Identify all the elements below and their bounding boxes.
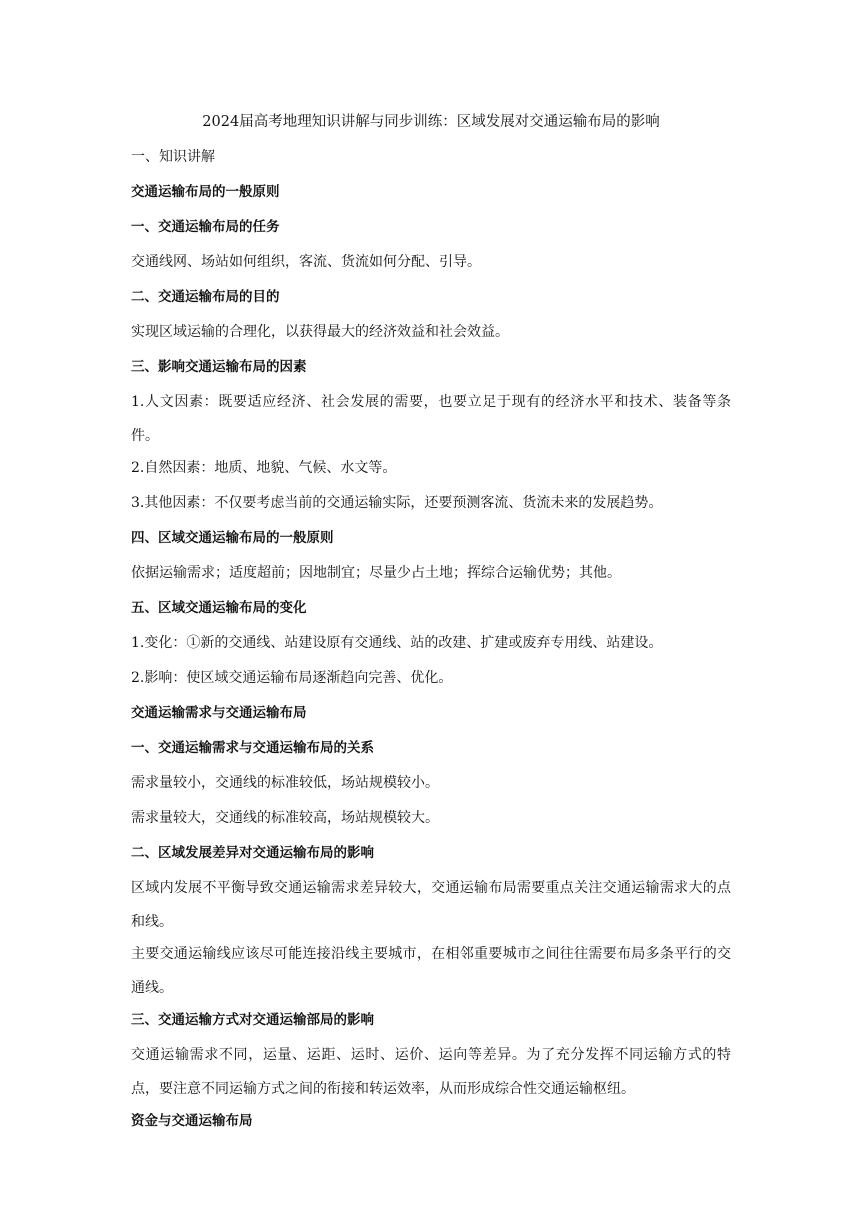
subheading: 三、影响交通运输布局的因素: [131, 359, 307, 375]
paragraph: 3.其他因素：不仅要考虑当前的交通运输实际，还要预测客流、货流未来的发展趋势。: [131, 495, 663, 511]
paragraph: 需求量较大，交通线的标准较高，场站规模较大。: [131, 810, 439, 826]
topic-heading: 交通运输需求与交通运输布局: [131, 705, 307, 721]
subheading: 三、交通运输方式对交通运输部局的影响: [131, 1012, 374, 1028]
paragraph: 区域内发展不平衡导致交通运输需求差异较大，交通运输布局需要重点关注交通运输需求大的点和线。: [131, 880, 731, 930]
topic-heading: 交通运输布局的一般原则: [131, 184, 280, 200]
paragraph: 需求量较小，交通线的标准较低，场站规模较小。: [131, 775, 439, 791]
subheading: 一、交通运输布局的任务: [131, 219, 280, 235]
topic-heading: 资金与交通运输布局: [131, 1113, 253, 1129]
document-title: 2024届高考地理知识讲解与同步训练：区域发展对交通运输布局的影响: [202, 114, 660, 130]
subheading: 二、区域发展差异对交通运输布局的影响: [131, 845, 374, 861]
subheading: 四、区域交通运输布局的一般原则: [131, 530, 334, 546]
paragraph: 1.人文因素：既要适应经济、社会发展的需要，也要立足于现有的经济水平和技术、装备等条件。: [131, 394, 731, 444]
paragraph: 交通运输需求不同，运量、运距、运时、运价、运向等差异。为了充分发挥不同运输方式的特点，要注意不同运输方式之间的衔接和转运效率，从而形成综合性交通运输枢纽。: [131, 1047, 731, 1097]
document-body: [131, 108, 731, 1142]
subheading: 五、区域交通运输布局的变化: [131, 600, 307, 616]
paragraph: 实现区域运输的合理化，以获得最大的经济效益和社会效益。: [131, 324, 509, 340]
paragraph: 主要交通运输线应该尽可能连接沿线主要城市，在相邻重要城市之间往往需要布局多条平行的交通线。: [131, 946, 731, 996]
paragraph: 依据运输需求；适度超前；因地制宜；尽量少占土地；挥综合运输优势；其他。: [131, 565, 621, 581]
paragraph: 交通线网、场站如何组织，客流、货流如何分配、引导。: [131, 254, 481, 270]
paragraph: 2.影响：使区域交通运输布局逐渐趋向完善、优化。: [131, 670, 453, 686]
subheading: 一、交通运输需求与交通运输布局的关系: [131, 740, 374, 756]
subheading: 二、交通运输布局的目的: [131, 289, 280, 305]
paragraph: 1.变化：①新的交通线、站建设原有交通线、站的改建、扩建或废弃专用线、站建设。: [131, 635, 663, 651]
section-heading: 一、知识讲解: [131, 149, 215, 165]
paragraph: 2.自然因素：地质、地貌、气候、水文等。: [131, 460, 397, 476]
